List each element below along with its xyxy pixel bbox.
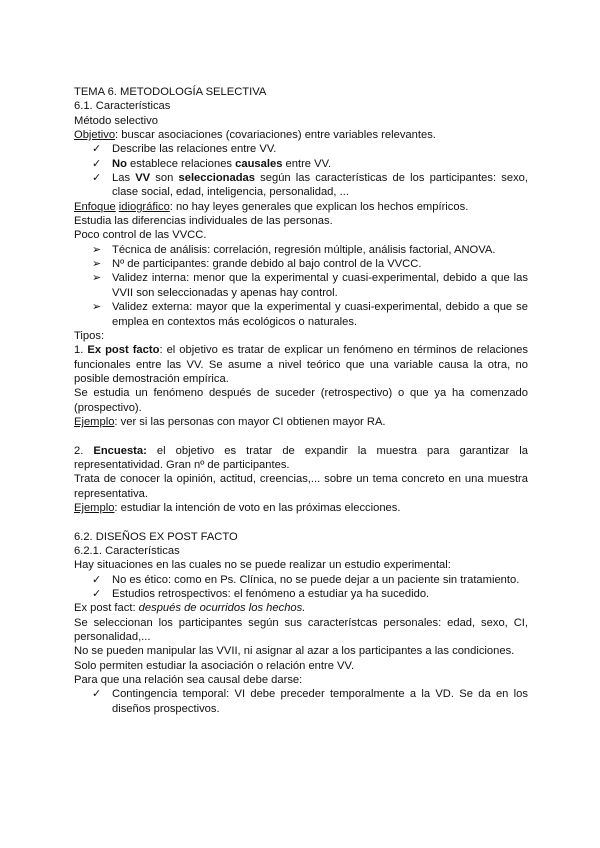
section-6-2-1-heading: 6.2.1. Características <box>74 545 180 557</box>
enfoque-paragraph: Enfoque idiográfico: no hay leyes generales que explican los hechos empíricos. <box>74 200 469 213</box>
tipo-1-paragraph: 1. Ex post facto: el objetivo es tratar de explicar un fenómeno en términos de relaciones funcionales entre las VV. Se asume a nivel teórico que una variable causa la otra, no posible demostración empírica. <box>74 344 528 385</box>
check-item-retrospectivos: ✓ Estudios retrospectivos: el fenómeno a estudiar ya ha sucedido. <box>92 588 430 601</box>
arrow-item-participantes: ➢ Nº de participantes: grande debido al bajo control de la VVCC. <box>92 258 422 271</box>
solo-permiten-paragraph: Solo permiten estudiar la asociación o relación entre VV. <box>74 659 355 672</box>
check-icon: ✓ <box>92 688 102 701</box>
estudia-paragraph: Estudia las diferencias individuales de las personas. <box>74 215 333 228</box>
check-icon: ✓ <box>92 172 102 185</box>
check-item-contingencia: ✓ Contingencia temporal: VI debe preceder temporalmente a la VD. Se da en los diseños prospectivos. <box>92 688 528 715</box>
hay-situaciones: Hay situaciones en las cuales no se puede realizar un estudio experimental: <box>74 559 451 572</box>
section-6-2-heading: 6.2. DISEÑOS EX POST FACTO <box>74 530 238 543</box>
doc-title: TEMA 6. METODOLOGÍA SELECTIVA <box>74 86 267 98</box>
tipo-2-opinion: Trata de conocer la opinión, actitud, creencias,... sobre un tema concreto en una muestra representativa. <box>74 473 528 500</box>
tipos-heading: Tipos: <box>74 329 105 342</box>
tipo-1-ejemplo: Ejemplo: ver si las personas con mayor CI obtienen mayor RA. <box>74 415 386 428</box>
tipo-2-paragraph: 2. Encuesta: el objetivo es tratar de expandir la muestra para garantizar la representatividad. Gran nº de participantes. <box>74 444 528 471</box>
document-page <box>74 85 528 716</box>
check-icon: ✓ <box>92 157 102 170</box>
tipo-2-ejemplo: Ejemplo: estudiar la intención de voto en las próximas elecciones. <box>74 501 401 514</box>
poco-control-paragraph: Poco control de las VVCC. <box>74 229 207 242</box>
check-item-no-causales: ✓ No establece relaciones causales entre VV. <box>92 157 332 170</box>
arrow-icon: ➢ <box>92 258 102 271</box>
arrow-item-tecnica: ➢ Técnica de análisis: correlación, regresión múltiple, análisis factorial, ANOVA. <box>92 243 496 256</box>
arrow-icon: ➢ <box>92 243 102 256</box>
arrow-item-validez-externa: ➢ Validez externa: mayor que la experimental y cuasi-experimental, debido a que se emplea en contextos más ecológicos o naturales. <box>92 301 528 328</box>
no-manipular-paragraph: No se pueden manipular las VVII, ni asignar al azar a los participantes a las condiciones. <box>74 645 515 658</box>
spacer <box>74 515 528 529</box>
check-item-seleccionadas: ✓ Las VV son seleccionadas según las características de los participantes: sexo, clase social, edad, inteligencia, personalidad, ... <box>92 172 529 199</box>
metodo-selectivo: Método selectivo <box>74 114 158 127</box>
check-item-describe: ✓ Describe las relaciones entre VV. <box>92 143 277 156</box>
tipo-1-retrospectivo: Se estudia un fenómeno después de suceder (retrospectivo) o que ya ha comenzado (prospectivo). <box>74 387 528 414</box>
objetivo-label: Objetivo <box>74 129 116 142</box>
check-icon: ✓ <box>92 573 102 586</box>
ex-post-fact-paragraph: Ex post fact: después de ocurridos los hechos. <box>74 602 306 615</box>
check-item-no-etico: ✓ No es ético: como en Ps. Clínica, no se puede dejar a un paciente sin tratamiento. <box>92 573 520 586</box>
arrow-icon: ➢ <box>92 301 102 314</box>
relacion-causal-paragraph: Para que una relación sea causal debe darse: <box>74 674 303 687</box>
spacer <box>74 429 528 443</box>
arrow-item-validez-interna: ➢ Validez interna: menor que la experimental y cuasi-experimental, debido a que las VVII son seleccionadas y apenas hay control. <box>92 272 528 299</box>
objetivo-text: : buscar asociaciones (covariaciones) entre variables relevantes. <box>115 129 436 142</box>
section-6-1-heading: 6.1. Características <box>74 100 171 113</box>
objetivo-paragraph <box>74 128 528 142</box>
arrow-icon: ➢ <box>92 272 102 285</box>
seleccionan-paragraph: Se seleccionan los participantes según sus característcas personales: edad, sexo, CI, personalidad,... <box>74 616 528 644</box>
check-icon: ✓ <box>92 588 102 601</box>
check-icon: ✓ <box>92 143 102 156</box>
